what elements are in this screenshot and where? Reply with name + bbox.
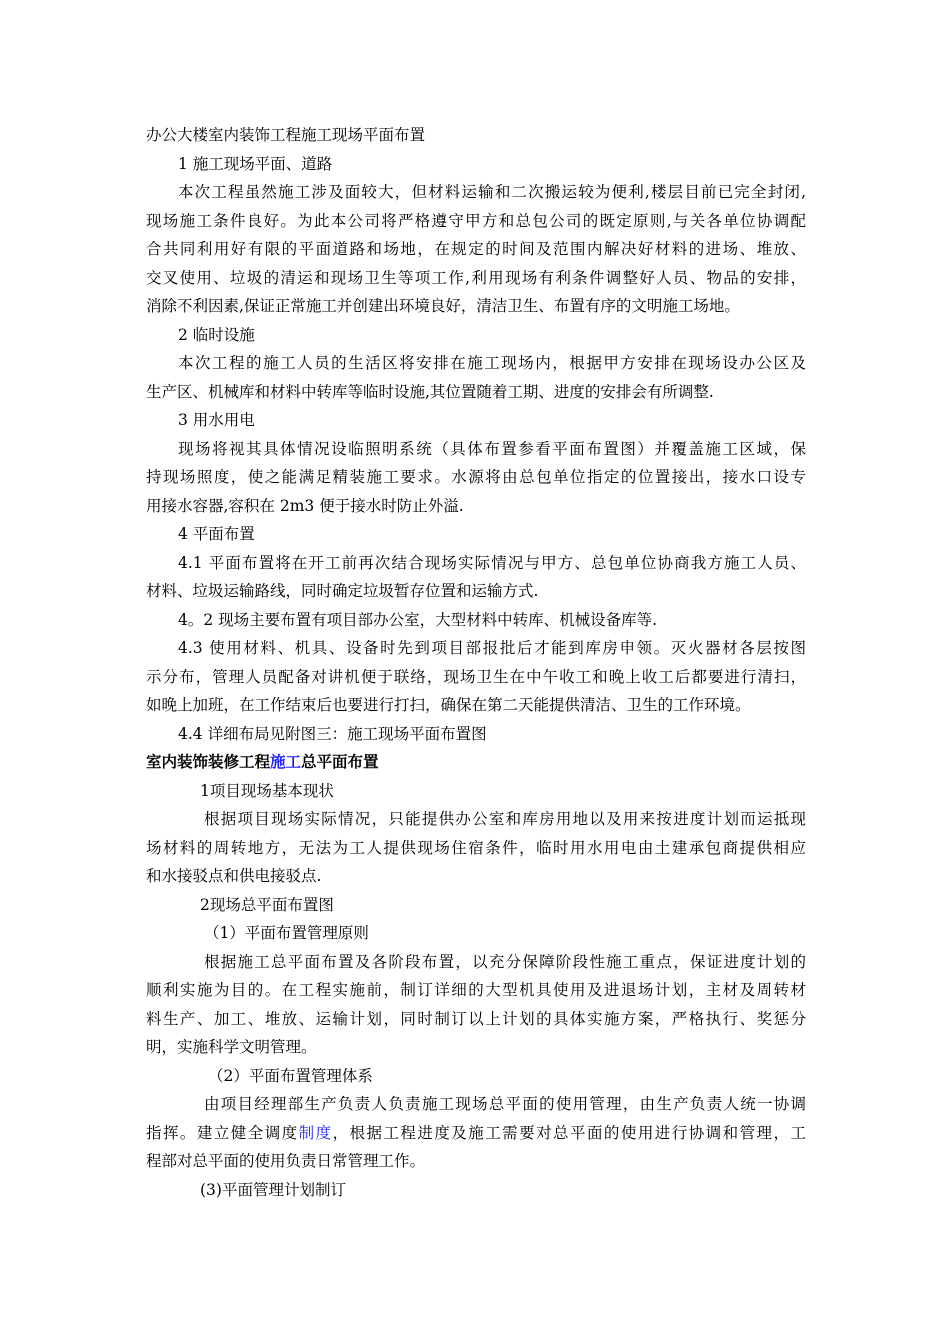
doc2-p2-line: 根据施工总平面布置及各阶段布置，以充分保障阶段性施工重点，保证进度计划的 [204,953,806,971]
s1-para-line: 消除不利因素,保证正常施工并创建出环境良好，清洁卫生、布置有序的文明施工场地。 [146,297,740,315]
doc-title: 办公大楼室内装饰工程施工现场平面布置 [146,126,426,144]
doc2-p1-line: 根据项目现场实际情况，只能提供办公室和库房用地以及用来按进度计划而运抵现 [204,810,806,828]
doc2-heading-1: 1项目现场基本现状 [200,782,334,800]
doc2-title-link[interactable]: 施工 [270,753,302,771]
doc2-p3-link[interactable]: 制度 [298,1124,333,1142]
doc2-p3-line: 由项目经理部生产负责人负责施工现场总平面的使用管理，由生产负责人统一协调 [204,1095,806,1113]
doc2-p3-line: 程部对总平面的使用负责日常管理工作。 [146,1152,426,1170]
s1-para-line: 本次工程虽然施工涉及面较大，但材料运输和二次搬运较为便利,楼层目前已完全封闭, [178,183,806,201]
s2-para-line: 生产区、机械库和材料中转库等临时设施,其位置随着工期、进度的安排会有所调整. [146,383,714,401]
s1-para-line: 交叉使用、垃圾的清运和现场卫生等项工作,利用现场有利条件调整好人员、物品的安排， [146,269,806,287]
s3-para-line: 现场将视其具体情况设临照明系统（具体布置参看平面布置图）并覆盖施工区域，保 [178,440,806,458]
doc2-p2-line: 料生产、加工、堆放、运输计划，同时制订以上计划的具体实施方案，严格执行、奖惩分 [146,1010,806,1028]
doc2-heading-2-1: （1）平面布置管理原则 [204,924,369,942]
s4-2-line: 4。2 现场主要布置有项目部办公室，大型材料中转库、机械设备库等. [178,611,658,629]
section-3-heading: 3 用水用电 [178,411,255,429]
doc2-p3-text: ，根据工程进度及施工需要对总平面的使用进行协调和管理，工 [332,1124,806,1142]
doc2-p3-text: 指挥。建立健全调度 [146,1124,299,1142]
s3-para-line: 持现场照度，使之能满足精装施工要求。水源将由总包单位指定的位置接出，接水口设专 [146,468,806,486]
doc2-p2-line: 顺利实施为目的。在工程实施前，制订详细的大型机具使用及进退场计划，主材及周转材 [146,981,806,999]
s4-3-line: 4.3 使用材料、机具、设备时先到项目部报批后才能到库房申领。灭火器材各层按图 [178,639,806,657]
s4-3-line: 示分布，管理人员配备对讲机便于联络，现场卫生在中午收工和晚上收工后都要进行清扫， [146,668,806,686]
doc2-title-text: 室内装饰装修工程 [146,753,271,771]
section-4-heading: 4 平面布置 [178,525,255,543]
doc2-p2-line: 明，实施科学文明管理。 [146,1038,317,1056]
s4-4-line: 4.4 详细布局见附图三：施工现场平面布置图 [178,725,487,743]
doc2-heading-2-3: (3)平面管理计划制订 [200,1181,346,1199]
s1-para-line: 合共同利用好有限的平面道路和场地，在规定的时间及范围内解决好材料的进场、堆放、 [146,240,806,258]
doc2-p3-line [146,1123,806,1143]
s2-para-line: 本次工程的施工人员的生活区将安排在施工现场内，根据甲方安排在现场设办公区及 [178,354,806,372]
doc2-heading-2-2: （2）平面布置管理体系 [208,1067,373,1085]
s4-3-line: 如晚上加班，在工作结束后也要进行打扫，确保在第二天能提供清洁、卫生的工作环境。 [146,696,751,714]
s4-1-line: 材料、垃圾运输路线，同时确定垃圾暂存位置和运输方式. [146,582,539,600]
section-2-heading: 2 临时设施 [178,326,255,344]
s1-para-line: 现场施工条件良好。为此本公司将严格遵守甲方和总包公司的既定原则,与关各单位协调配 [146,212,806,230]
doc2-title-text: 总平面布置 [301,753,379,771]
s3-para-line: 用接水容器,容积在 2m3 便于接水时防止外溢. [146,497,464,515]
doc2-heading-2: 2现场总平面布置图 [200,896,334,914]
doc2-p1-line: 场材料的周转地方，无法为工人提供现场住宿条件，临时用水用电由土建承包商提供相应 [146,839,806,857]
s4-1-line: 4.1 平面布置将在开工前再次结合现场实际情况与甲方、总包单位协商我方施工人员、 [178,554,806,572]
doc2-title [146,752,806,772]
section-1-heading: 1 施工现场平面、道路 [178,155,333,173]
doc2-p1-line: 和水接驳点和供电接驳点. [146,867,322,885]
